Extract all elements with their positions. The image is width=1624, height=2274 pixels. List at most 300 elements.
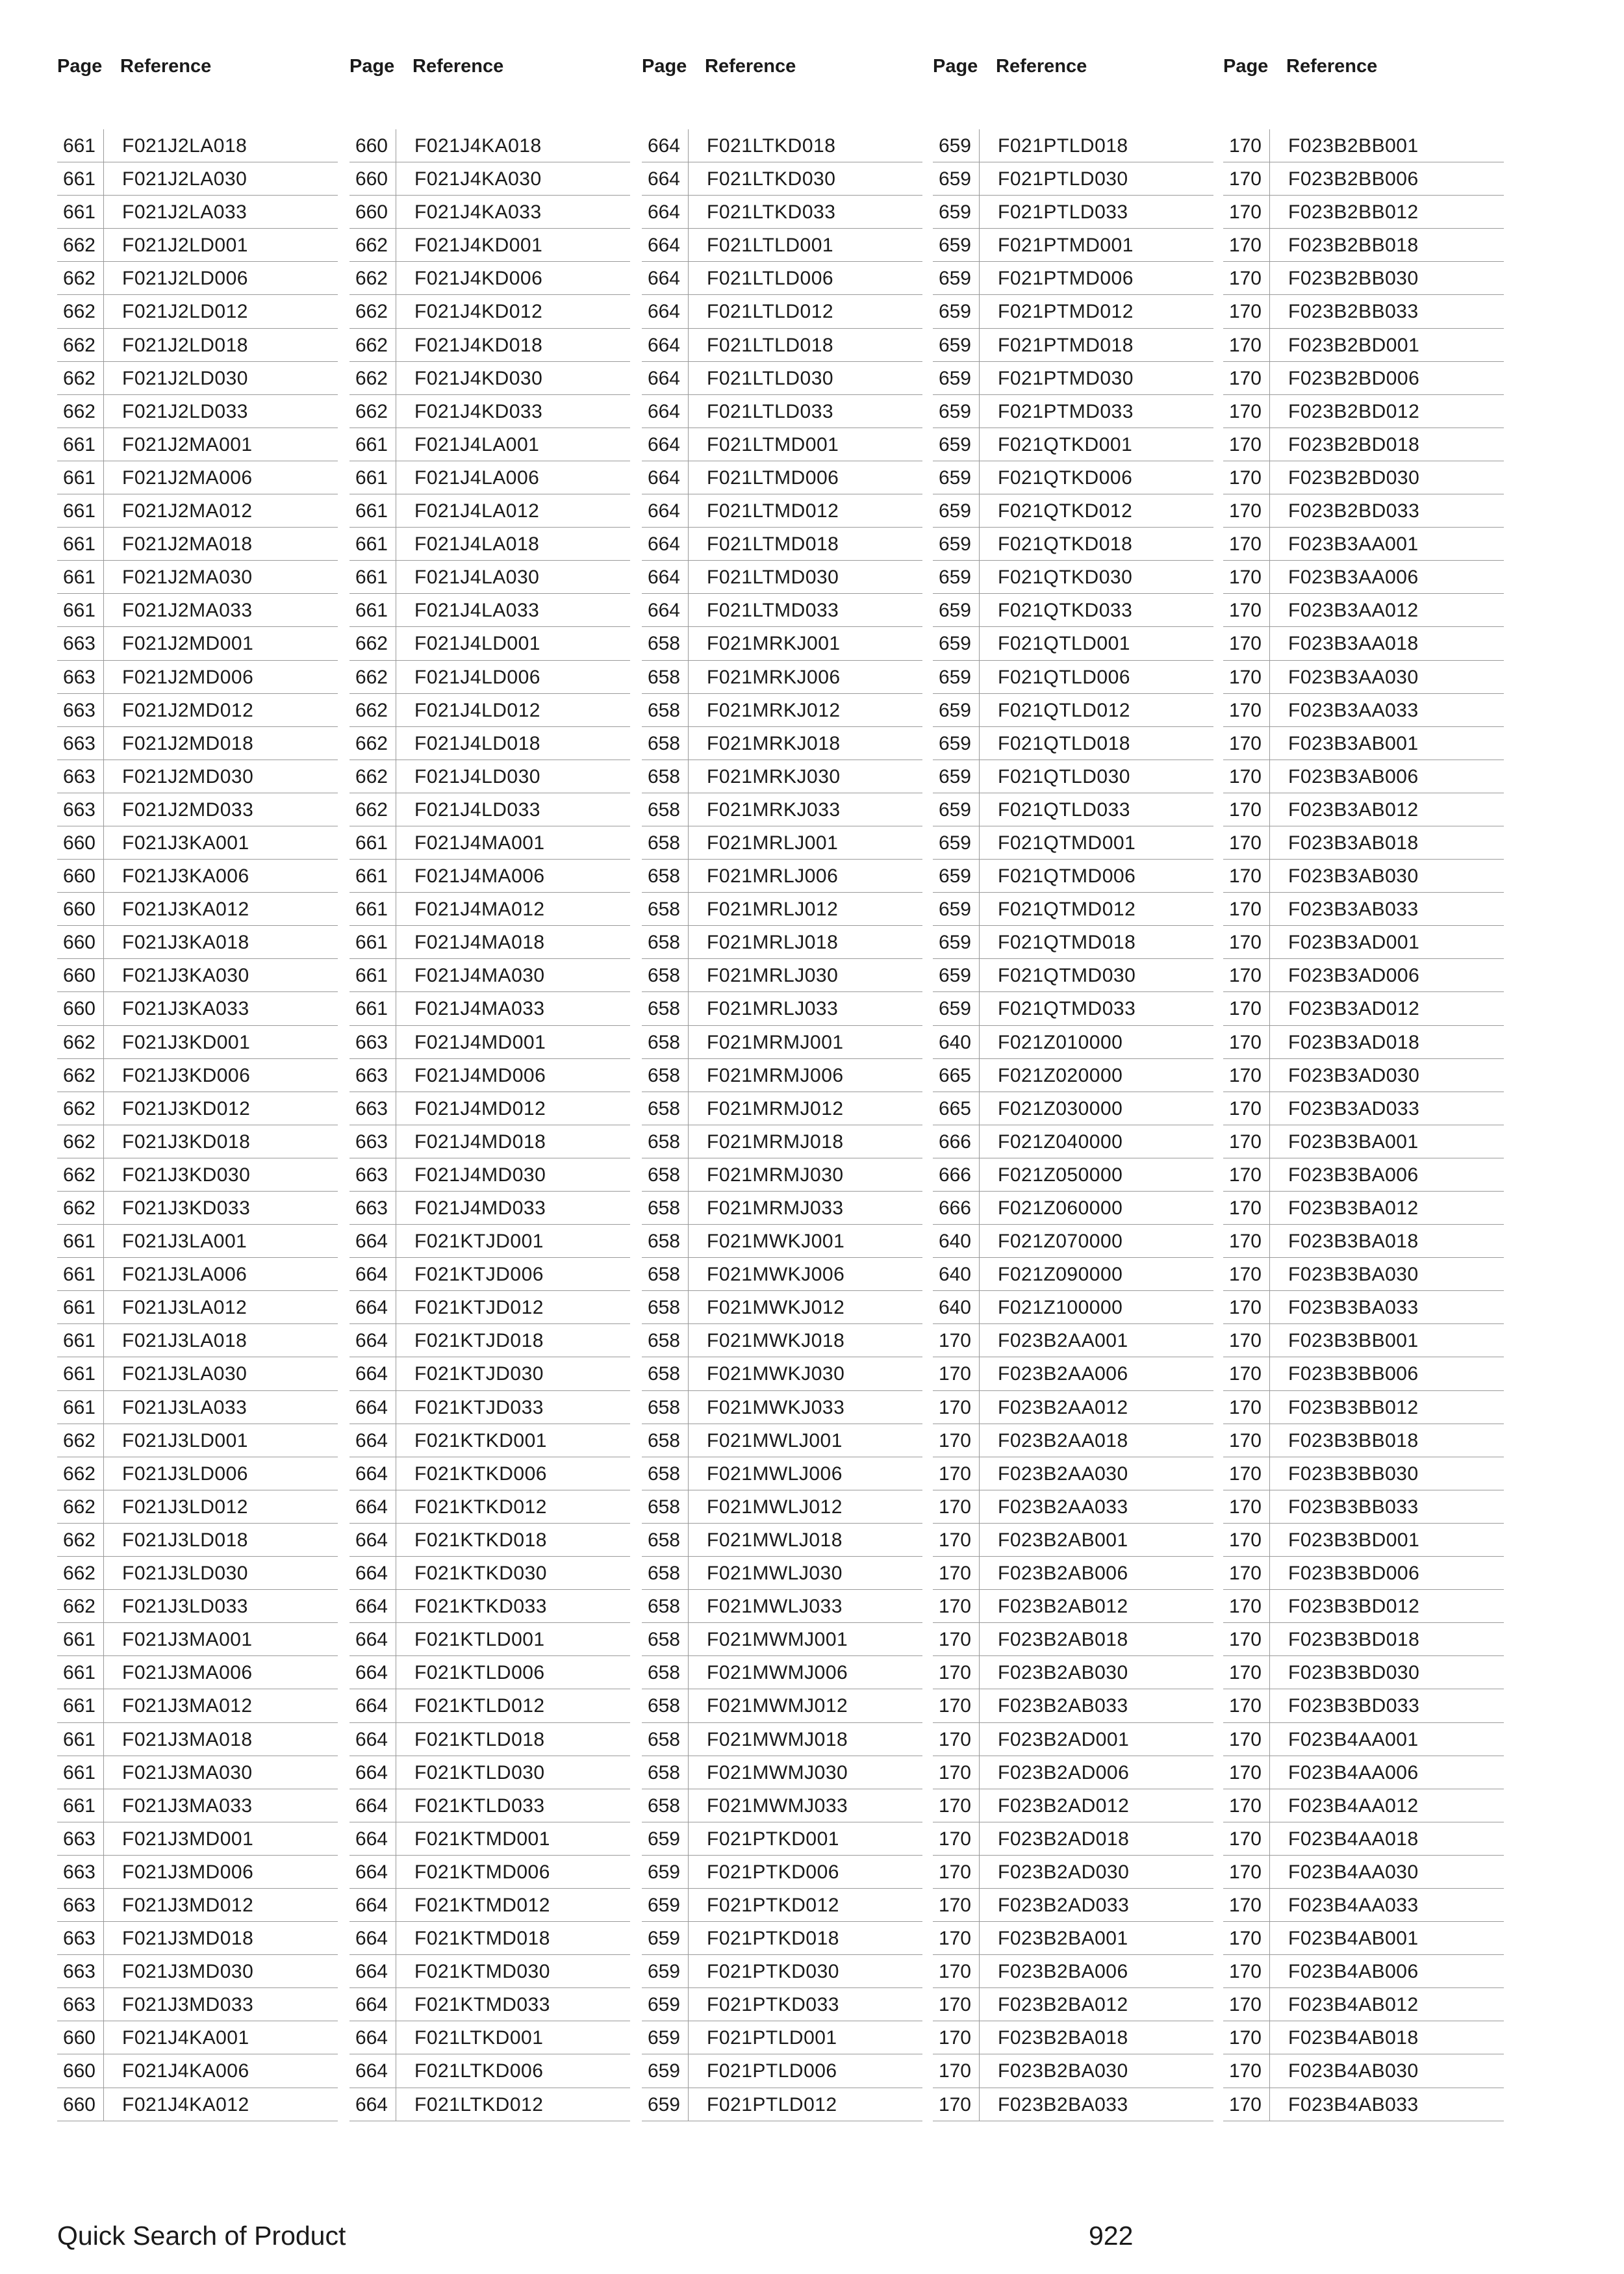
table-row: [57, 760, 338, 793]
table-row: [1223, 760, 1504, 793]
table-row: [1223, 1789, 1504, 1822]
table-row: [1223, 727, 1504, 760]
table-row: [933, 1192, 1213, 1225]
reference-cell: F021QTMD033: [998, 998, 1136, 1020]
page-cell: 665: [933, 1092, 980, 1125]
reference-cell: F021KTMD030: [414, 1961, 550, 1983]
reference-cell: F023B3AB012: [1288, 798, 1419, 821]
reference-cell: F023B2AD018: [998, 1828, 1130, 1850]
page-cell: 170: [1223, 229, 1270, 261]
page-cell: 659: [933, 528, 980, 560]
reference-cell: F023B3AD006: [1288, 965, 1420, 987]
reference-cell: F021J2MA001: [122, 433, 253, 455]
reference-cell: F021KTLD018: [414, 1728, 545, 1750]
page-cell: 661: [57, 561, 104, 593]
table-row: [1223, 992, 1504, 1025]
table-row: [642, 1922, 922, 1955]
table-row: [349, 1988, 630, 2021]
page-cell: 662: [57, 1026, 104, 1058]
page-cell: 663: [57, 1822, 104, 1855]
table-row: [57, 1623, 338, 1656]
page-cell: 658: [642, 1125, 689, 1158]
reference-cell: F021QTLD012: [998, 699, 1130, 721]
page-cell: 660: [57, 2054, 104, 2087]
reference-cell: F021J4LA001: [414, 433, 540, 455]
table-row: [57, 295, 338, 328]
table-row: [57, 1357, 338, 1390]
page-cell: 659: [933, 760, 980, 793]
reference-cell: F023B2BD001: [1288, 334, 1420, 356]
page-cell: 659: [933, 428, 980, 461]
page-cell: 661: [57, 1357, 104, 1390]
table-row: [642, 2088, 922, 2121]
table-row: [1223, 1590, 1504, 1623]
table-row: [642, 1225, 922, 1258]
table-row: [349, 760, 630, 793]
page-cell: 170: [1223, 1856, 1270, 1888]
page-cell: 662: [349, 395, 396, 428]
reference-cell: F021MWLJ012: [707, 1496, 843, 1518]
page-cell: 661: [349, 561, 396, 593]
reference-cell: F023B3BD033: [1288, 1695, 1420, 1717]
reference-cell: F021J4KD012: [414, 301, 543, 323]
reference-cell: F021PTMD030: [998, 367, 1134, 389]
page-cell: 663: [57, 1955, 104, 1987]
table-row: [349, 1856, 630, 1889]
reference-cell: F023B3BB006: [1288, 1363, 1419, 1385]
reference-cell: F021KTMD006: [414, 1861, 550, 1883]
reference-cell: F021MWKJ030: [707, 1363, 845, 1385]
table-row: [57, 229, 338, 262]
page-cell: 663: [349, 1192, 396, 1224]
reference-cell: F021MRKJ012: [707, 699, 841, 721]
column-header: [349, 51, 630, 82]
reference-cell: F021J3LA006: [122, 1264, 247, 1286]
table-row: [57, 926, 338, 959]
reference-cell: F021J2LA033: [122, 201, 247, 224]
page-cell: 658: [642, 1457, 689, 1490]
page-cell: 170: [1223, 1623, 1270, 1655]
table-row: [349, 959, 630, 992]
table-row: [1223, 2088, 1504, 2121]
table-row: [933, 1822, 1213, 1856]
page-cell: 664: [642, 196, 689, 228]
table-row: [933, 129, 1213, 162]
reference-cell: F021LTKD033: [707, 201, 836, 224]
reference-cell: F021J4MD001: [414, 1031, 546, 1053]
table-row: [642, 196, 922, 229]
page-cell: 658: [642, 694, 689, 726]
reference-cell: F021PTKD001: [707, 1828, 839, 1850]
reference-cell: F021J3KA001: [122, 832, 249, 854]
page-cell: 664: [642, 528, 689, 560]
reference-cell: F021PTMD001: [998, 235, 1134, 257]
reference-cell: F023B3AB006: [1288, 765, 1419, 787]
reference-cell: F021PTMD012: [998, 301, 1134, 323]
reference-cell: F021J4KA001: [122, 2027, 249, 2049]
reference-cell: F021PTMD006: [998, 268, 1134, 290]
page-cell: 170: [933, 2088, 980, 2121]
page-cell: 170: [1223, 826, 1270, 859]
table-row: [1223, 1922, 1504, 1955]
reference-cell: F021QTKD012: [998, 500, 1133, 522]
reference-cell: F021Z090000: [998, 1264, 1123, 1286]
table-row: [349, 1291, 630, 1324]
table-row: [57, 162, 338, 196]
table-row: [933, 262, 1213, 295]
table-row: [1223, 561, 1504, 594]
reference-cell: F023B2BA006: [998, 1961, 1128, 1983]
reference-cell: F021LTLD018: [707, 334, 834, 356]
table-row: [1223, 893, 1504, 926]
reference-cell: F021J3MD012: [122, 1894, 254, 1916]
page-cell: 661: [349, 860, 396, 892]
table-row: [57, 1026, 338, 1059]
table-row: [933, 1922, 1213, 1955]
page-cell: 170: [933, 1856, 980, 1888]
reference-column-header: Reference: [996, 56, 1087, 77]
reference-cell: F023B3BA006: [1288, 1164, 1419, 1186]
page-cell: 661: [57, 461, 104, 494]
page-cell: 170: [1223, 428, 1270, 461]
page-cell: 658: [642, 1656, 689, 1689]
table-row: [57, 1756, 338, 1789]
page-cell: 663: [57, 694, 104, 726]
page-cell: 664: [349, 1291, 396, 1323]
reference-cell: F023B3BD030: [1288, 1662, 1420, 1684]
reference-cell: F023B4AA033: [1288, 1894, 1419, 1916]
reference-cell: F023B3BA033: [1288, 1297, 1419, 1319]
page-cell: 663: [349, 1059, 396, 1092]
reference-cell: F021J4KA030: [414, 168, 542, 190]
page-cell: 664: [349, 1623, 396, 1655]
page-cell: 659: [933, 627, 980, 659]
page-cell: 662: [57, 1424, 104, 1457]
table-row: [349, 627, 630, 660]
reference-cell: F021J3LA033: [122, 1396, 247, 1418]
reference-cell: F021KTLD006: [414, 1662, 545, 1684]
page-cell: 170: [933, 1324, 980, 1357]
reference-cell: F021LTKD006: [414, 2060, 544, 2082]
reference-cell: F021KTMD018: [414, 1928, 550, 1950]
reference-cell: F023B3AD001: [1288, 932, 1420, 954]
reference-cell: F023B3AA001: [1288, 533, 1419, 556]
table-row: [349, 1225, 630, 1258]
table-row: [642, 594, 922, 627]
table-row: [57, 395, 338, 428]
table-row: [642, 1357, 922, 1390]
index-column-3: [642, 51, 922, 2115]
table-row: [933, 594, 1213, 627]
page-cell: 664: [642, 362, 689, 394]
page-cell: 170: [933, 1889, 980, 1921]
table-row: [349, 826, 630, 860]
page-cell: 170: [1223, 1059, 1270, 1092]
table-row: [57, 1822, 338, 1856]
table-row: [349, 893, 630, 926]
reference-cell: F021PTKD006: [707, 1861, 839, 1883]
table-row: [642, 926, 922, 959]
page-cell: 662: [57, 362, 104, 394]
table-row: [1223, 1258, 1504, 1291]
reference-cell: F021J3MA018: [122, 1728, 253, 1750]
table-row: [1223, 229, 1504, 262]
reference-cell: F023B2AD001: [998, 1728, 1130, 1750]
page-cell: 660: [57, 2021, 104, 2054]
table-row: [349, 1192, 630, 1225]
reference-cell: F021J2LD006: [122, 268, 248, 290]
page-cell: 661: [349, 428, 396, 461]
page-cell: 658: [642, 1490, 689, 1523]
reference-cell: F023B3BD006: [1288, 1563, 1420, 1585]
table-row: [933, 395, 1213, 428]
page-cell: 662: [57, 1158, 104, 1191]
page-cell: 659: [642, 1822, 689, 1855]
reference-cell: F021J3LD001: [122, 1429, 248, 1451]
reference-cell: F021LTKD001: [414, 2027, 544, 2049]
table-row: [642, 428, 922, 461]
table-row: [933, 860, 1213, 893]
table-row: [1223, 1889, 1504, 1922]
table-row: [933, 694, 1213, 727]
table-row: [933, 1889, 1213, 1922]
page-cell: 659: [642, 1856, 689, 1888]
reference-cell: F023B3AD012: [1288, 998, 1420, 1020]
reference-cell: F023B3AA030: [1288, 666, 1419, 688]
page-cell: 664: [349, 1856, 396, 1888]
table-row: [349, 229, 630, 262]
table-row: [933, 561, 1213, 594]
table-row: [57, 329, 338, 362]
table-row: [349, 329, 630, 362]
page-cell: 170: [1223, 1524, 1270, 1556]
reference-cell: F021J3MD018: [122, 1928, 254, 1950]
reference-cell: F021J3KA006: [122, 865, 249, 888]
page-cell: 663: [349, 1158, 396, 1191]
table-row: [57, 2088, 338, 2121]
reference-cell: F023B3BB018: [1288, 1429, 1419, 1451]
table-row: [349, 1557, 630, 1590]
table-row: [642, 1856, 922, 1889]
page-cell: 658: [642, 826, 689, 859]
page-cell: 664: [349, 1590, 396, 1622]
page-cell: 662: [349, 229, 396, 261]
reference-cell: F021J2MD001: [122, 633, 254, 655]
reference-cell: F023B3AD033: [1288, 1097, 1420, 1119]
reference-cell: F021J3LA018: [122, 1330, 247, 1352]
reference-cell: F021J3KA018: [122, 932, 249, 954]
reference-cell: F021MRLJ030: [707, 965, 839, 987]
page-cell: 170: [933, 1623, 980, 1655]
reference-cell: F021MWLJ001: [707, 1429, 843, 1451]
table-row: [57, 1457, 338, 1490]
reference-cell: F021J2LD012: [122, 301, 248, 323]
page-cell: 664: [349, 2088, 396, 2121]
page-cell: 661: [349, 959, 396, 991]
reference-cell: F023B2AA030: [998, 1463, 1128, 1485]
reference-cell: F021J3KD018: [122, 1131, 251, 1153]
reference-cell: F021J3KA030: [122, 965, 249, 987]
reference-cell: F021LTLD030: [707, 367, 834, 389]
page-cell: 658: [642, 926, 689, 958]
page-cell: 664: [642, 295, 689, 327]
reference-cell: F023B2BD012: [1288, 400, 1420, 422]
page-cell: 170: [1223, 1988, 1270, 2021]
reference-cell: F021LTKD012: [414, 2093, 544, 2115]
page-cell: 170: [933, 1424, 980, 1457]
table-row: [1223, 1059, 1504, 1092]
reference-cell: F021J2LD033: [122, 400, 248, 422]
reference-cell: F021J3LD006: [122, 1463, 248, 1485]
column-header: [57, 51, 338, 82]
table-row: [642, 1689, 922, 1722]
table-row: [933, 1357, 1213, 1390]
reference-cell: F023B2AB001: [998, 1529, 1128, 1551]
page-cell: 659: [933, 727, 980, 760]
footer-title: Quick Search of Product: [57, 2221, 346, 2251]
table-row: [933, 727, 1213, 760]
reference-cell: F021MRKJ030: [707, 765, 841, 787]
reference-cell: F021MWKJ018: [707, 1330, 845, 1352]
page-cell: 661: [57, 1689, 104, 1722]
reference-cell: F021PTKD012: [707, 1894, 839, 1916]
reference-cell: F023B2AD006: [998, 1761, 1130, 1783]
table-row: [349, 793, 630, 826]
reference-cell: F021J4KA012: [122, 2093, 249, 2115]
reference-cell: F021Z010000: [998, 1031, 1123, 1053]
page-cell: 658: [642, 1059, 689, 1092]
table-row: [1223, 826, 1504, 860]
page-cell: 658: [642, 1623, 689, 1655]
page-cell: 661: [57, 594, 104, 626]
table-row: [57, 627, 338, 660]
reference-cell: F021Z070000: [998, 1231, 1123, 1253]
reference-cell: F021MRLJ001: [707, 832, 839, 854]
table-row: [57, 129, 338, 162]
reference-cell: F021J3KA012: [122, 899, 249, 921]
reference-cell: F021J2MA006: [122, 466, 253, 489]
page-cell: 664: [349, 2054, 396, 2087]
page-cell: 662: [349, 727, 396, 760]
table-row: [1223, 1656, 1504, 1689]
reference-cell: F023B4AB033: [1288, 2093, 1419, 2115]
table-row: [1223, 1225, 1504, 1258]
reference-cell: F021J4KA006: [122, 2060, 249, 2082]
table-row: [1223, 362, 1504, 395]
reference-cell: F021KTJD006: [414, 1264, 544, 1286]
page-cell: 170: [1223, 1291, 1270, 1323]
reference-cell: F021KTJD018: [414, 1330, 544, 1352]
reference-cell: F023B3AA012: [1288, 600, 1419, 622]
table-row: [933, 627, 1213, 660]
reference-cell: F023B4AB018: [1288, 2027, 1419, 2049]
table-row: [349, 528, 630, 561]
page-cell: 170: [1223, 1457, 1270, 1490]
table-row: [642, 262, 922, 295]
reference-cell: F021MRMJ006: [707, 1064, 844, 1086]
page-cell: 170: [1223, 860, 1270, 892]
page-cell: 664: [349, 2021, 396, 2054]
page-cell: 170: [1223, 793, 1270, 826]
table-row: [1223, 1490, 1504, 1524]
reference-cell: F021LTKD030: [707, 168, 836, 190]
page-cell: 170: [933, 1988, 980, 2021]
reference-column-header: Reference: [705, 56, 796, 77]
table-row: [1223, 793, 1504, 826]
table-row: [642, 1424, 922, 1457]
page-cell: 664: [642, 129, 689, 162]
table-row: [933, 295, 1213, 328]
table-row: [642, 992, 922, 1025]
table-row: [57, 494, 338, 528]
table-row: [642, 1490, 922, 1524]
reference-cell: F021J4KD033: [414, 400, 543, 422]
reference-cell: F021J4LD001: [414, 633, 540, 655]
page-cell: 664: [349, 1258, 396, 1290]
page-cell: 662: [57, 295, 104, 327]
page-cell: 659: [933, 196, 980, 228]
table-row: [57, 1955, 338, 1988]
page-cell: 170: [933, 1357, 980, 1390]
page-cell: 660: [349, 129, 396, 162]
table-row: [349, 860, 630, 893]
page-cell: 663: [349, 1026, 396, 1058]
reference-cell: F021J4MA006: [414, 865, 545, 888]
page-cell: 170: [1223, 1590, 1270, 1622]
page-cell: 662: [349, 627, 396, 659]
table-row: [933, 1623, 1213, 1656]
page-cell: 170: [1223, 362, 1270, 394]
table-row: [1223, 295, 1504, 328]
table-row: [933, 1158, 1213, 1192]
table-row: [933, 1457, 1213, 1490]
reference-cell: F021J2MD033: [122, 798, 254, 821]
reference-cell: F021PTMD033: [998, 400, 1134, 422]
reference-column-header: Reference: [1286, 56, 1378, 77]
reference-cell: F023B3AA018: [1288, 633, 1419, 655]
reference-cell: F021J2MD006: [122, 666, 254, 688]
table-row: [933, 661, 1213, 694]
table-row: [349, 992, 630, 1025]
page-cell: 664: [642, 162, 689, 195]
reference-cell: F021MRMJ033: [707, 1197, 844, 1219]
page-cell: 662: [349, 661, 396, 693]
reference-cell: F023B2BA030: [998, 2060, 1128, 2082]
table-row: [57, 1524, 338, 1557]
reference-cell: F021PTLD012: [707, 2093, 837, 2115]
table-row: [1223, 1026, 1504, 1059]
page-cell: 666: [933, 1158, 980, 1191]
table-row: [933, 1490, 1213, 1524]
reference-cell: F021J2MD030: [122, 765, 254, 787]
reference-cell: F021QTKD033: [998, 600, 1133, 622]
reference-cell: F021LTLD033: [707, 400, 834, 422]
reference-cell: F023B2BD006: [1288, 367, 1420, 389]
table-row: [642, 528, 922, 561]
table-row: [1223, 1689, 1504, 1722]
page-cell: 661: [349, 528, 396, 560]
table-row: [933, 1988, 1213, 2021]
table-row: [1223, 661, 1504, 694]
reference-cell: F021J4MD018: [414, 1131, 546, 1153]
page-cell: 660: [349, 162, 396, 195]
reference-cell: F021MWMJ030: [707, 1761, 848, 1783]
reference-cell: F021J4LD018: [414, 732, 540, 754]
table-row: [349, 661, 630, 694]
page-cell: 661: [57, 129, 104, 162]
reference-cell: F023B3BB030: [1288, 1463, 1419, 1485]
page-cell: 170: [933, 1689, 980, 1722]
